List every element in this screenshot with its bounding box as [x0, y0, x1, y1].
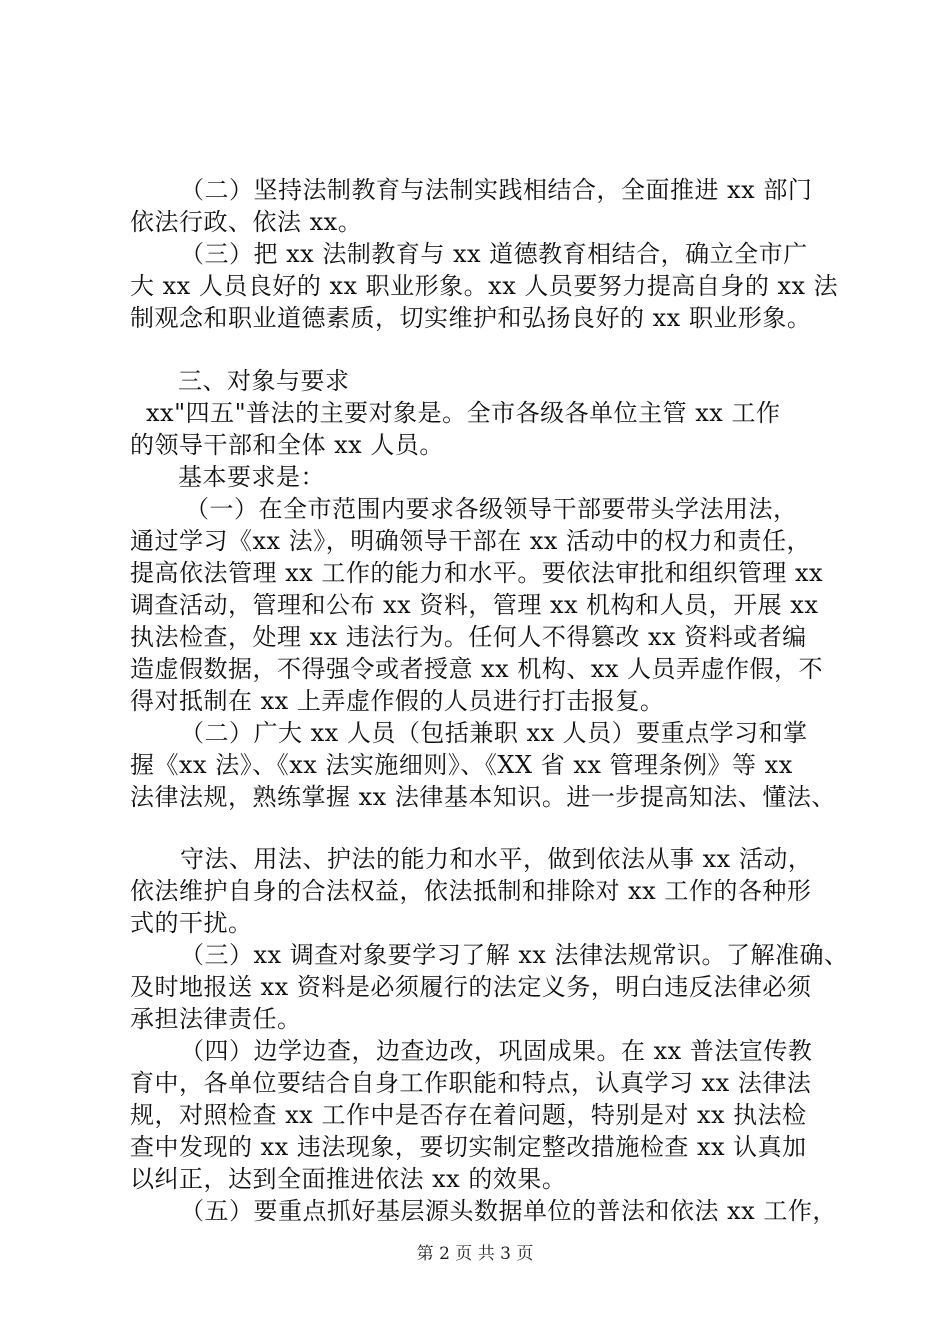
paragraph-line: 调查活动，管理和公布 xx 资料，管理 xx 机构和人员，开展 xx	[130, 591, 819, 619]
paragraph-line: 承担法律责任。	[130, 1005, 302, 1033]
page-number-footer: 第 2 页 共 3 页	[416, 1244, 534, 1264]
paragraph-line: 查中发现的 xx 违法现象，要切实制定整改措施检查 xx 认真加	[130, 1133, 807, 1161]
paragraph-line: 依法维护自身的合法权益，依法抵制和排除对 xx 工作的各种形	[130, 877, 812, 905]
paragraph-line: 得对抵制在 xx 上弄虚作假的人员进行打击报复。	[130, 687, 665, 715]
paragraph-line: 依法行政、依法 xx。	[130, 208, 363, 236]
paragraph-line: 法律法规，熟练掌握 xx 法律基本知识。进一步提高知法、懂法、	[130, 783, 836, 811]
paragraph-line: 执法检查，处理 xx 违法行为。任何人不得篡改 xx 资料或者编	[130, 623, 807, 651]
paragraph-line: 握《xx 法》、《xx 法实施细则》、《XX 省 xx 管理条例》等 xx	[130, 751, 793, 779]
paragraph-line: xx"四五"普法的主要对象是。全市各级各单位主管 xx 工作	[146, 399, 781, 427]
paragraph-line: 规，对照检查 xx 工作中是否存在着问题，特别是对 xx 执法检	[130, 1101, 807, 1129]
paragraph-line: 的领导干部和全体 xx 人员。	[130, 431, 444, 459]
paragraph-line: 育中，各单位要结合自身工作职能和特点，认真学习 xx 法律法	[130, 1069, 812, 1097]
paragraph-line: （一）在全市范围内要求各级领导干部要带头学法用法，	[185, 495, 798, 523]
paragraph-line: （五）要重点抓好基层源头数据单位的普法和依法 xx 工作，	[180, 1197, 837, 1225]
paragraph-line: 式的干扰。	[130, 909, 253, 937]
paragraph-line: 提高依法管理 xx 工作的能力和水平。要依法审批和组织管理 xx	[130, 559, 824, 587]
paragraph-line: （三）xx 调查对象要学习了解 xx 法律法规常识。了解准确、	[180, 941, 849, 969]
section-heading: 三、对象与要求	[178, 367, 350, 395]
paragraph-line: 以纠正，达到全面推进依法 xx 的效果。	[130, 1165, 567, 1193]
paragraph-line: （三）把 xx 法制教育与 xx 道德教育相结合，确立全市广	[180, 240, 808, 268]
paragraph-line: 造虚假数据，不得强令或者授意 xx 机构、xx 人员弄虚作假，不	[130, 655, 824, 683]
paragraph-line: （四）边学边查，边查边改，巩固成果。在 xx 普法宣传教	[180, 1037, 813, 1065]
paragraph-line: 制观念和职业道德素质，切实维护和弘扬良好的 xx 职业形象。	[130, 304, 812, 332]
paragraph-line: 通过学习《xx 法》，明确领导干部在 xx 活动中的权力和责任，	[130, 527, 812, 555]
paragraph-line: （二）广大 xx 人员（包括兼职 xx 人员）要重点学习和掌	[180, 719, 808, 747]
paragraph-line: （二）坚持法制教育与法制实践相结合，全面推进 xx 部门	[180, 176, 813, 204]
paragraph-line: 大 xx 人员良好的 xx 职业形象。xx 人员要努力提高自身的 xx 法	[130, 272, 839, 300]
paragraph-line: 守法、用法、护法的能力和水平，做到依法从事 xx 活动，	[180, 845, 813, 873]
paragraph-line: 及时地报送 xx 资料是必须履行的法定义务，明白违反法律必须	[130, 973, 812, 1001]
paragraph-line: 基本要求是：	[178, 463, 325, 491]
